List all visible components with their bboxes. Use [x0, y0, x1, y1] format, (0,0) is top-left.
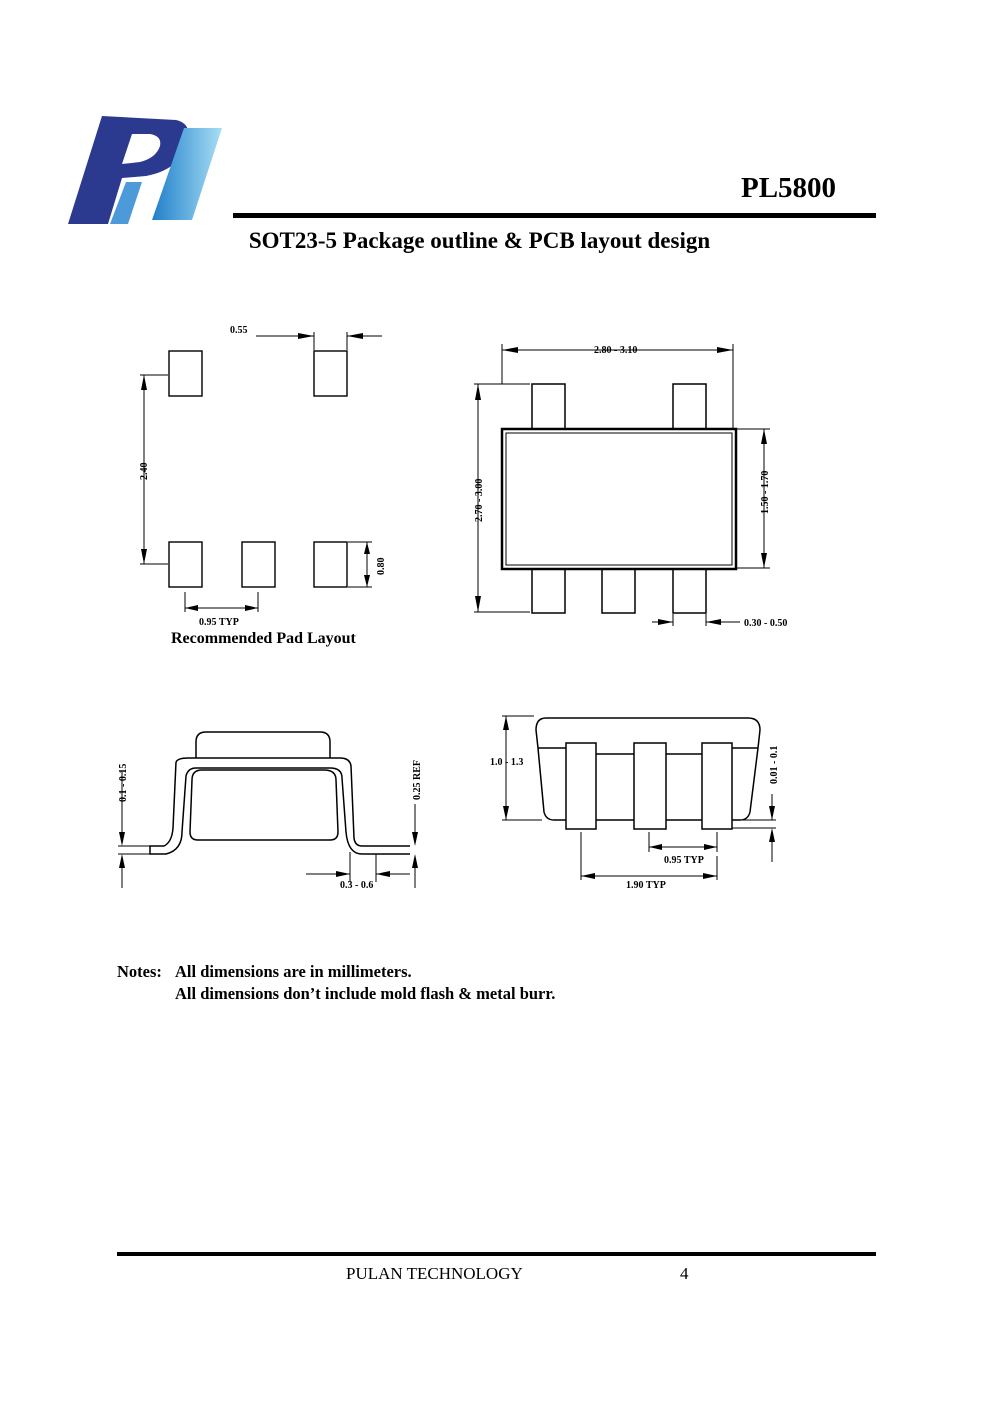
part-number: PL5800	[741, 172, 837, 204]
dim-length: 2.80 - 3.10	[594, 345, 638, 356]
pad	[169, 542, 202, 587]
footer-company: PULAN TECHNOLOGY	[346, 1264, 523, 1283]
dim-pad-width: 0.55	[230, 325, 248, 336]
pad	[314, 542, 347, 587]
pad	[169, 351, 202, 396]
dim-body-width: 1.50 - 1.70	[760, 470, 771, 514]
dim-span: 1.90 TYP	[626, 880, 666, 891]
pad-layout-caption: Recommended Pad Layout	[171, 630, 356, 647]
dim-gauge: 0.25 REF	[412, 760, 423, 800]
dim-row-pitch: 2.40	[139, 462, 150, 480]
dim-front-pitch: 0.95 TYP	[664, 855, 704, 866]
note-line-2: All dimensions don’t include mold flash & metal burr.	[175, 984, 556, 1003]
dim-lead-thickness: 0.1 - 0.15	[118, 763, 129, 802]
dim-pitch: 0.95 TYP	[199, 617, 239, 628]
footer-rule	[117, 1252, 876, 1256]
pad-layout-drawing	[120, 320, 400, 630]
pad	[314, 351, 347, 396]
notes-label: Notes:	[117, 962, 162, 981]
pad	[242, 542, 275, 587]
dim-height: 1.0 - 1.3	[490, 757, 524, 768]
package-end-view	[110, 720, 430, 900]
dim-standoff: 0.01 - 0.1	[769, 745, 780, 784]
company-logo	[66, 112, 226, 228]
dim-pad-height: 0.80	[376, 557, 387, 575]
package-top-view	[466, 336, 806, 636]
notes	[117, 961, 555, 1005]
package-front-view	[486, 708, 806, 898]
note-line-1: All dimensions are in millimeters.	[175, 962, 412, 981]
dim-lead-width: 0.30 - 0.50	[744, 618, 788, 629]
header-rule	[233, 213, 876, 218]
dim-overall-width: 2.70 - 3.00	[474, 478, 485, 522]
dim-foot-length: 0.3 - 0.6	[340, 880, 374, 891]
page-title: SOT23-5 Package outline & PCB layout design	[248, 228, 711, 253]
page-number: 4	[680, 1264, 689, 1283]
